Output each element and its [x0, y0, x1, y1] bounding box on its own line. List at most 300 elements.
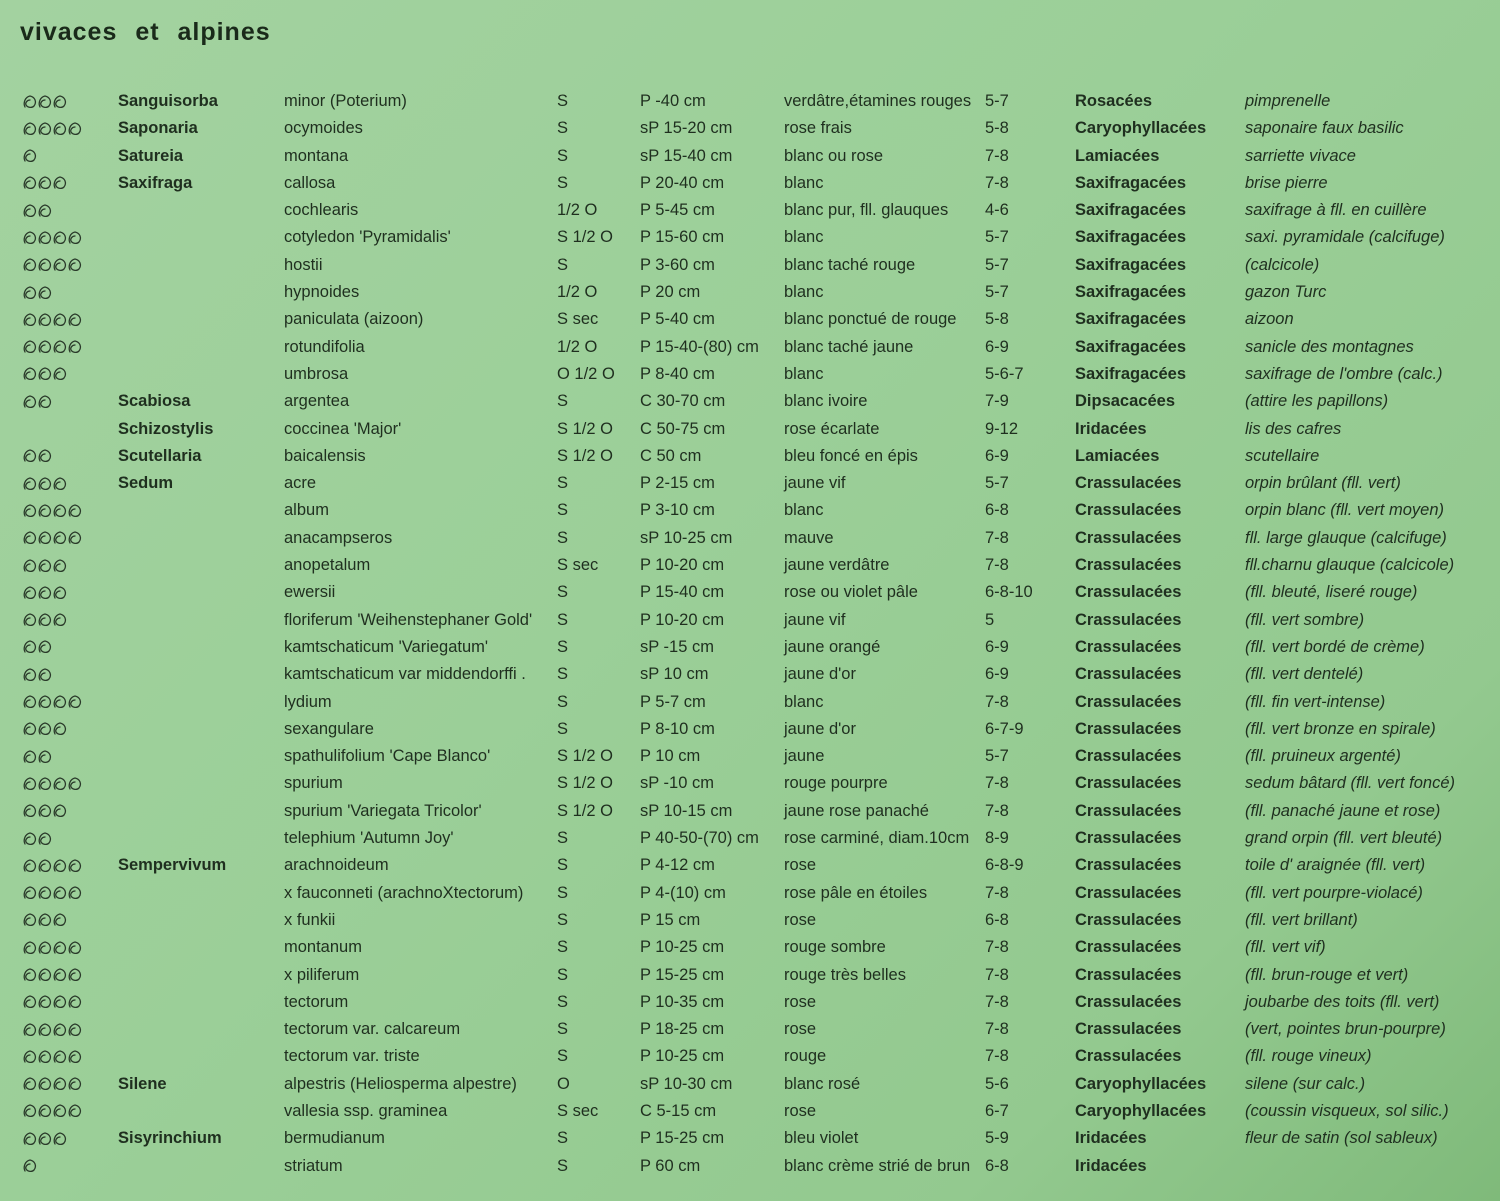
table-row: [0, 743, 1500, 770]
species-cell: x piliferum: [284, 965, 360, 984]
family-cell: Lamiacées: [1075, 146, 1160, 165]
rating-icons: [22, 170, 67, 197]
hardiness-icon: [37, 994, 53, 1010]
hardiness-icon: [22, 776, 38, 792]
flower-color-cell: blanc: [784, 173, 824, 192]
species-cell: coccinea 'Major': [284, 419, 402, 438]
table-row: [0, 661, 1500, 688]
species-cell: spurium: [284, 774, 343, 793]
flowering-months-cell: 7-8: [985, 774, 1009, 793]
hardiness-icon: [67, 776, 83, 792]
exposure-cell: S: [557, 610, 569, 629]
common-name-cell: sanicle des montagnes: [1245, 337, 1414, 356]
flower-color-cell: rouge pourpre: [784, 774, 888, 793]
rating-icons: [22, 962, 82, 989]
flower-color-cell: verdâtre,étamines rouges: [784, 92, 972, 110]
species-cell: telephium 'Autumn Joy': [284, 829, 454, 848]
common-name-cell: (calcicole): [1245, 255, 1320, 274]
exposure-cell: S: [557, 173, 569, 192]
species-cell: hostii: [284, 255, 323, 274]
hardiness-icon: [52, 175, 68, 191]
hardiness-icon: [37, 366, 53, 382]
hardiness-icon: [37, 940, 53, 956]
rating-icons: [22, 743, 52, 770]
species-cell: callosa: [284, 173, 336, 192]
table-row: [0, 252, 1500, 279]
species-cell: x funkii: [284, 910, 336, 929]
flower-color-cell: rouge sombre: [784, 938, 886, 957]
family-cell: Crassulacées: [1075, 883, 1182, 902]
common-name-cell: aizoon: [1245, 310, 1294, 329]
common-name-cell: (fll. vert bordé de crème): [1245, 637, 1425, 656]
common-name-cell: gazon Turc: [1245, 283, 1327, 302]
table-row: [0, 143, 1500, 170]
flowering-months-cell: 6-8-9: [985, 856, 1024, 875]
exposure-cell: S 1/2 O: [557, 801, 613, 820]
flower-color-cell: rose écarlate: [784, 419, 880, 438]
height-cell: P 20 cm: [640, 283, 701, 302]
species-cell: rotundifolia: [284, 337, 365, 356]
hardiness-icon: [52, 858, 68, 874]
hardiness-icon: [37, 121, 53, 137]
family-cell: Crassulacées: [1075, 501, 1182, 520]
species-cell: ocymoides: [284, 119, 363, 138]
flowering-months-cell: 6-7: [985, 1101, 1009, 1120]
species-cell: ewersii: [284, 583, 336, 602]
hardiness-icon: [22, 448, 38, 464]
species-cell: montana: [284, 146, 349, 165]
hardiness-icon: [22, 1022, 38, 1038]
table-row: [0, 1016, 1500, 1043]
species-cell: minor (Poterium): [284, 92, 407, 110]
hardiness-icon: [22, 1076, 38, 1092]
common-name-cell: (fll. vert pourpre-violacé): [1245, 883, 1423, 902]
height-cell: P 15 cm: [640, 910, 701, 929]
flower-color-cell: blanc: [784, 692, 824, 711]
table-row: [0, 361, 1500, 388]
rating-icons: [22, 388, 52, 415]
flowering-months-cell: 6-8: [985, 1156, 1009, 1175]
family-cell: Crassulacées: [1075, 856, 1182, 875]
flower-color-cell: rose pâle en étoiles: [784, 883, 928, 902]
height-cell: P -40 cm: [640, 92, 706, 110]
genus-cell: Sedum: [118, 474, 174, 493]
species-cell: cotyledon 'Pyramidalis': [284, 228, 451, 247]
flower-color-cell: rose: [784, 1101, 817, 1120]
height-cell: P 5-40 cm: [640, 310, 715, 329]
height-cell: P 10-20 cm: [640, 610, 725, 629]
family-cell: Caryophyllacées: [1075, 1074, 1207, 1093]
species-cell: anopetalum: [284, 556, 371, 575]
rating-icons: [22, 607, 67, 634]
height-cell: P 10 cm: [640, 747, 701, 766]
flowering-months-cell: 6-9: [985, 337, 1009, 356]
table-row: [0, 852, 1500, 879]
hardiness-icon: [52, 121, 68, 137]
hardiness-icon: [22, 639, 38, 655]
genus-cell: Satureia: [118, 146, 184, 165]
hardiness-icon: [22, 285, 38, 301]
exposure-cell: 1/2 O: [557, 201, 598, 220]
table-row: [0, 497, 1500, 524]
flowering-months-cell: 6-9: [985, 665, 1009, 684]
common-name-cell: (fll. vert vif): [1245, 938, 1326, 957]
flowering-months-cell: 5-8: [985, 310, 1009, 329]
exposure-cell: S: [557, 665, 569, 684]
flowering-months-cell: 5-7: [985, 255, 1009, 274]
common-name-cell: (fll. fin vert-intense): [1245, 692, 1386, 711]
species-cell: arachnoideum: [284, 856, 389, 875]
height-cell: sP -15 cm: [640, 637, 714, 656]
hardiness-icon: [67, 694, 83, 710]
family-cell: Saxifragacées: [1075, 364, 1186, 383]
genus-cell: Saponaria: [118, 119, 198, 138]
hardiness-icon: [37, 285, 53, 301]
common-name-cell: (fll. rouge vineux): [1245, 1047, 1372, 1066]
hardiness-icon: [22, 339, 38, 355]
height-cell: C 30-70 cm: [640, 392, 726, 411]
rating-icons: [22, 334, 82, 361]
rating-icons: [22, 1016, 82, 1043]
rating-icons: [22, 361, 67, 388]
family-cell: Crassulacées: [1075, 692, 1182, 711]
exposure-cell: S 1/2 O: [557, 747, 613, 766]
height-cell: P 5-45 cm: [640, 201, 715, 220]
common-name-cell: (fll. vert sombre): [1245, 610, 1365, 629]
common-name-cell: pimprenelle: [1245, 92, 1331, 110]
exposure-cell: S: [557, 119, 569, 138]
family-cell: Crassulacées: [1075, 637, 1182, 656]
exposure-cell: S: [557, 829, 569, 848]
hardiness-icon: [22, 530, 38, 546]
table-row: [0, 1071, 1500, 1098]
hardiness-icon: [67, 1022, 83, 1038]
hardiness-icon: [52, 885, 68, 901]
height-cell: C 50-75 cm: [640, 419, 726, 438]
flowering-months-cell: 6-8: [985, 501, 1009, 520]
exposure-cell: S 1/2 O: [557, 446, 613, 465]
hardiness-icon: [22, 994, 38, 1010]
flowering-months-cell: 6-9: [985, 637, 1009, 656]
species-cell: bermudianum: [284, 1129, 385, 1148]
common-name-cell: (fll. panaché jaune et rose): [1245, 801, 1441, 820]
hardiness-icon: [37, 558, 53, 574]
species-cell: umbrosa: [284, 364, 349, 383]
hardiness-icon: [52, 230, 68, 246]
species-cell: sexangulare: [284, 719, 374, 738]
rating-icons: [22, 443, 52, 470]
height-cell: sP 10-30 cm: [640, 1074, 733, 1093]
height-cell: P 4-12 cm: [640, 856, 715, 875]
hardiness-icon: [37, 885, 53, 901]
flower-color-cell: mauve: [784, 528, 834, 547]
family-cell: Saxifragacées: [1075, 173, 1186, 192]
hardiness-icon: [22, 1131, 38, 1147]
exposure-cell: 1/2 O: [557, 337, 598, 356]
exposure-cell: 1/2 O: [557, 283, 598, 302]
family-cell: Crassulacées: [1075, 474, 1182, 493]
family-cell: Crassulacées: [1075, 829, 1182, 848]
flower-color-cell: blanc: [784, 228, 824, 247]
hardiness-icon: [37, 476, 53, 492]
rating-icons: [22, 470, 67, 497]
table-row: [0, 170, 1500, 197]
exposure-cell: S: [557, 856, 569, 875]
common-name-cell: orpin brûlant (fll. vert): [1245, 474, 1401, 493]
rating-icons: [22, 907, 67, 934]
hardiness-icon: [37, 967, 53, 983]
table-row: [0, 1043, 1500, 1070]
rating-icons: [22, 579, 67, 606]
rating-icons: [22, 224, 82, 251]
family-cell: Caryophyllacées: [1075, 119, 1207, 138]
family-cell: Crassulacées: [1075, 910, 1182, 929]
rating-icons: [22, 1125, 67, 1152]
rating-icons: [22, 1071, 82, 1098]
table-row: [0, 962, 1500, 989]
flowering-months-cell: 5: [985, 610, 995, 629]
hardiness-icon: [37, 339, 53, 355]
flowering-months-cell: 4-6: [985, 201, 1009, 220]
species-cell: vallesia ssp. graminea: [284, 1101, 448, 1120]
hardiness-icon: [52, 776, 68, 792]
hardiness-icon: [37, 94, 53, 110]
family-cell: Saxifragacées: [1075, 337, 1186, 356]
common-name-cell: lis des cafres: [1245, 419, 1342, 438]
flower-color-cell: bleu violet: [784, 1129, 859, 1148]
flower-color-cell: rose: [784, 910, 817, 929]
table-row: [0, 197, 1500, 224]
flower-color-cell: blanc pur, fll. glauques: [784, 201, 949, 220]
genus-cell: Silene: [118, 1074, 167, 1093]
flowering-months-cell: 6-9: [985, 446, 1009, 465]
hardiness-icon: [37, 448, 53, 464]
rating-icons: [22, 634, 52, 661]
flowering-months-cell: 7-8: [985, 146, 1009, 165]
hardiness-icon: [52, 257, 68, 273]
exposure-cell: S: [557, 719, 569, 738]
hardiness-icon: [52, 94, 68, 110]
exposure-cell: O 1/2 O: [557, 364, 615, 383]
hardiness-icon: [22, 312, 38, 328]
flower-color-cell: jaune vif: [784, 474, 846, 493]
height-cell: sP 15-20 cm: [640, 119, 733, 138]
hardiness-icon: [37, 175, 53, 191]
hardiness-icon: [22, 230, 38, 246]
flowering-months-cell: 5-7: [985, 228, 1009, 247]
flowering-months-cell: 5-9: [985, 1129, 1009, 1148]
family-cell: Saxifragacées: [1075, 255, 1186, 274]
species-cell: spathulifolium 'Cape Blanco': [284, 747, 491, 766]
hardiness-icon: [52, 912, 68, 928]
flower-color-cell: blanc ivoire: [784, 392, 868, 411]
table-row: [0, 716, 1500, 743]
table-row: [0, 1125, 1500, 1152]
genus-cell: Sanguisorba: [118, 92, 218, 110]
rating-icons: [22, 252, 82, 279]
flowering-months-cell: 7-8: [985, 173, 1009, 192]
hardiness-icon: [52, 366, 68, 382]
exposure-cell: S 1/2 O: [557, 228, 613, 247]
flowering-months-cell: 6-8-10: [985, 583, 1033, 602]
exposure-cell: S: [557, 255, 569, 274]
flower-color-cell: rose frais: [784, 119, 852, 138]
exposure-cell: S 1/2 O: [557, 419, 613, 438]
species-cell: floriferum 'Weihenstephaner Gold': [284, 610, 533, 629]
common-name-cell: (fll. pruineux argenté): [1245, 747, 1401, 766]
common-name-cell: (fll. vert brillant): [1245, 910, 1358, 929]
exposure-cell: S 1/2 O: [557, 774, 613, 793]
genus-cell: Sempervivum: [118, 856, 227, 875]
flower-color-cell: blanc: [784, 364, 824, 383]
height-cell: P 15-40-(80) cm: [640, 337, 759, 356]
flowering-months-cell: 5-7: [985, 283, 1009, 302]
hardiness-icon: [52, 721, 68, 737]
height-cell: P 15-40 cm: [640, 583, 725, 602]
common-name-cell: (attire les papillons): [1245, 392, 1389, 411]
flowering-months-cell: 5-7: [985, 747, 1009, 766]
hardiness-icon: [67, 530, 83, 546]
table-row: [0, 907, 1500, 934]
genus-cell: Scabiosa: [118, 392, 191, 411]
flowering-months-cell: 7-8: [985, 801, 1009, 820]
hardiness-icon: [52, 994, 68, 1010]
hardiness-icon: [37, 912, 53, 928]
common-name-cell: sedum bâtard (fll. vert foncé): [1245, 774, 1456, 793]
hardiness-icon: [22, 831, 38, 847]
family-cell: Caryophyllacées: [1075, 1101, 1207, 1120]
hardiness-icon: [37, 694, 53, 710]
flowering-months-cell: 7-8: [985, 965, 1009, 984]
hardiness-icon: [37, 612, 53, 628]
table-row: [0, 470, 1500, 497]
table-row: [0, 279, 1500, 306]
hardiness-icon: [67, 1103, 83, 1119]
height-cell: sP -10 cm: [640, 774, 714, 793]
species-cell: anacampseros: [284, 528, 393, 547]
family-cell: Saxifragacées: [1075, 283, 1186, 302]
height-cell: P 18-25 cm: [640, 1020, 725, 1039]
rating-icons: [22, 716, 67, 743]
table-row: [0, 88, 1500, 115]
hardiness-icon: [52, 503, 68, 519]
hardiness-icon: [37, 639, 53, 655]
rating-icons: [22, 661, 52, 688]
flowering-months-cell: 7-8: [985, 556, 1009, 575]
hardiness-icon: [52, 1103, 68, 1119]
table-row: [0, 115, 1500, 142]
hardiness-icon: [52, 1049, 68, 1065]
flowering-months-cell: 7-8: [985, 528, 1009, 547]
flower-color-cell: blanc ponctué de rouge: [784, 310, 957, 329]
flowering-months-cell: 7-8: [985, 692, 1009, 711]
table-row: [0, 388, 1500, 415]
hardiness-icon: [37, 394, 53, 410]
height-cell: P 3-60 cm: [640, 255, 715, 274]
exposure-cell: S: [557, 528, 569, 547]
hardiness-icon: [22, 257, 38, 273]
exposure-cell: S: [557, 883, 569, 902]
common-name-cell: scutellaire: [1245, 446, 1320, 465]
table-row: [0, 334, 1500, 361]
exposure-cell: S: [557, 1047, 569, 1066]
exposure-cell: S: [557, 1156, 569, 1175]
hardiness-icon: [52, 530, 68, 546]
height-cell: sP 10 cm: [640, 665, 709, 684]
height-cell: P 40-50-(70) cm: [640, 829, 759, 848]
flowering-months-cell: 6-7-9: [985, 719, 1024, 738]
flower-color-cell: blanc crème strié de brun: [784, 1156, 971, 1175]
species-cell: hypnoides: [284, 283, 360, 302]
hardiness-icon: [52, 612, 68, 628]
exposure-cell: S sec: [557, 556, 599, 575]
hardiness-icon: [67, 230, 83, 246]
species-cell: cochlearis: [284, 201, 359, 220]
hardiness-icon: [67, 940, 83, 956]
family-cell: Crassulacées: [1075, 801, 1182, 820]
height-cell: P 8-10 cm: [640, 719, 715, 738]
common-name-cell: (vert, pointes brun-pourpre): [1245, 1020, 1446, 1039]
species-cell: x fauconneti (arachnoXtectorum): [284, 883, 524, 902]
rating-icons: [22, 552, 67, 579]
table-row: [0, 607, 1500, 634]
height-cell: P 10-25 cm: [640, 1047, 725, 1066]
common-name-cell: (fll. bleuté, liseré rouge): [1245, 583, 1418, 602]
plant-table: [0, 88, 1500, 1180]
flower-color-cell: jaune orangé: [784, 637, 881, 656]
hardiness-icon: [52, 940, 68, 956]
flowering-months-cell: 8-9: [985, 829, 1009, 848]
flower-color-cell: rose: [784, 856, 817, 875]
rating-icons: [22, 798, 67, 825]
exposure-cell: S: [557, 146, 569, 165]
exposure-cell: S: [557, 474, 569, 493]
exposure-cell: S: [557, 501, 569, 520]
hardiness-icon: [67, 994, 83, 1010]
hardiness-icon: [67, 1049, 83, 1065]
hardiness-icon: [52, 694, 68, 710]
height-cell: P 15-25 cm: [640, 1129, 725, 1148]
hardiness-icon: [22, 394, 38, 410]
common-name-cell: saxi. pyramidale (calcifuge): [1245, 228, 1445, 247]
height-cell: P 15-25 cm: [640, 965, 725, 984]
flowering-months-cell: 5-8: [985, 119, 1009, 138]
hardiness-icon: [37, 257, 53, 273]
species-cell: kamtschaticum 'Variegatum': [284, 637, 489, 656]
rating-icons: [22, 497, 82, 524]
hardiness-icon: [22, 1158, 38, 1174]
common-name-cell: (fll. brun-rouge et vert): [1245, 965, 1409, 984]
flower-color-cell: blanc: [784, 283, 824, 302]
height-cell: C 5-15 cm: [640, 1101, 717, 1120]
table-row: [0, 552, 1500, 579]
hardiness-icon: [22, 1049, 38, 1065]
table-row: [0, 880, 1500, 907]
flowering-months-cell: 7-8: [985, 938, 1009, 957]
common-name-cell: grand orpin (fll. vert bleuté): [1245, 829, 1443, 848]
rating-icons: [22, 770, 82, 797]
hardiness-icon: [22, 721, 38, 737]
rating-icons: [22, 1043, 82, 1070]
flower-color-cell: rose: [784, 992, 817, 1011]
hardiness-icon: [52, 803, 68, 819]
exposure-cell: S sec: [557, 310, 599, 329]
exposure-cell: S: [557, 637, 569, 656]
common-name-cell: toile d' araignée (fll. vert): [1245, 856, 1426, 875]
flower-color-cell: blanc: [784, 501, 824, 520]
table-row: [0, 224, 1500, 251]
rating-icons: [22, 306, 82, 333]
